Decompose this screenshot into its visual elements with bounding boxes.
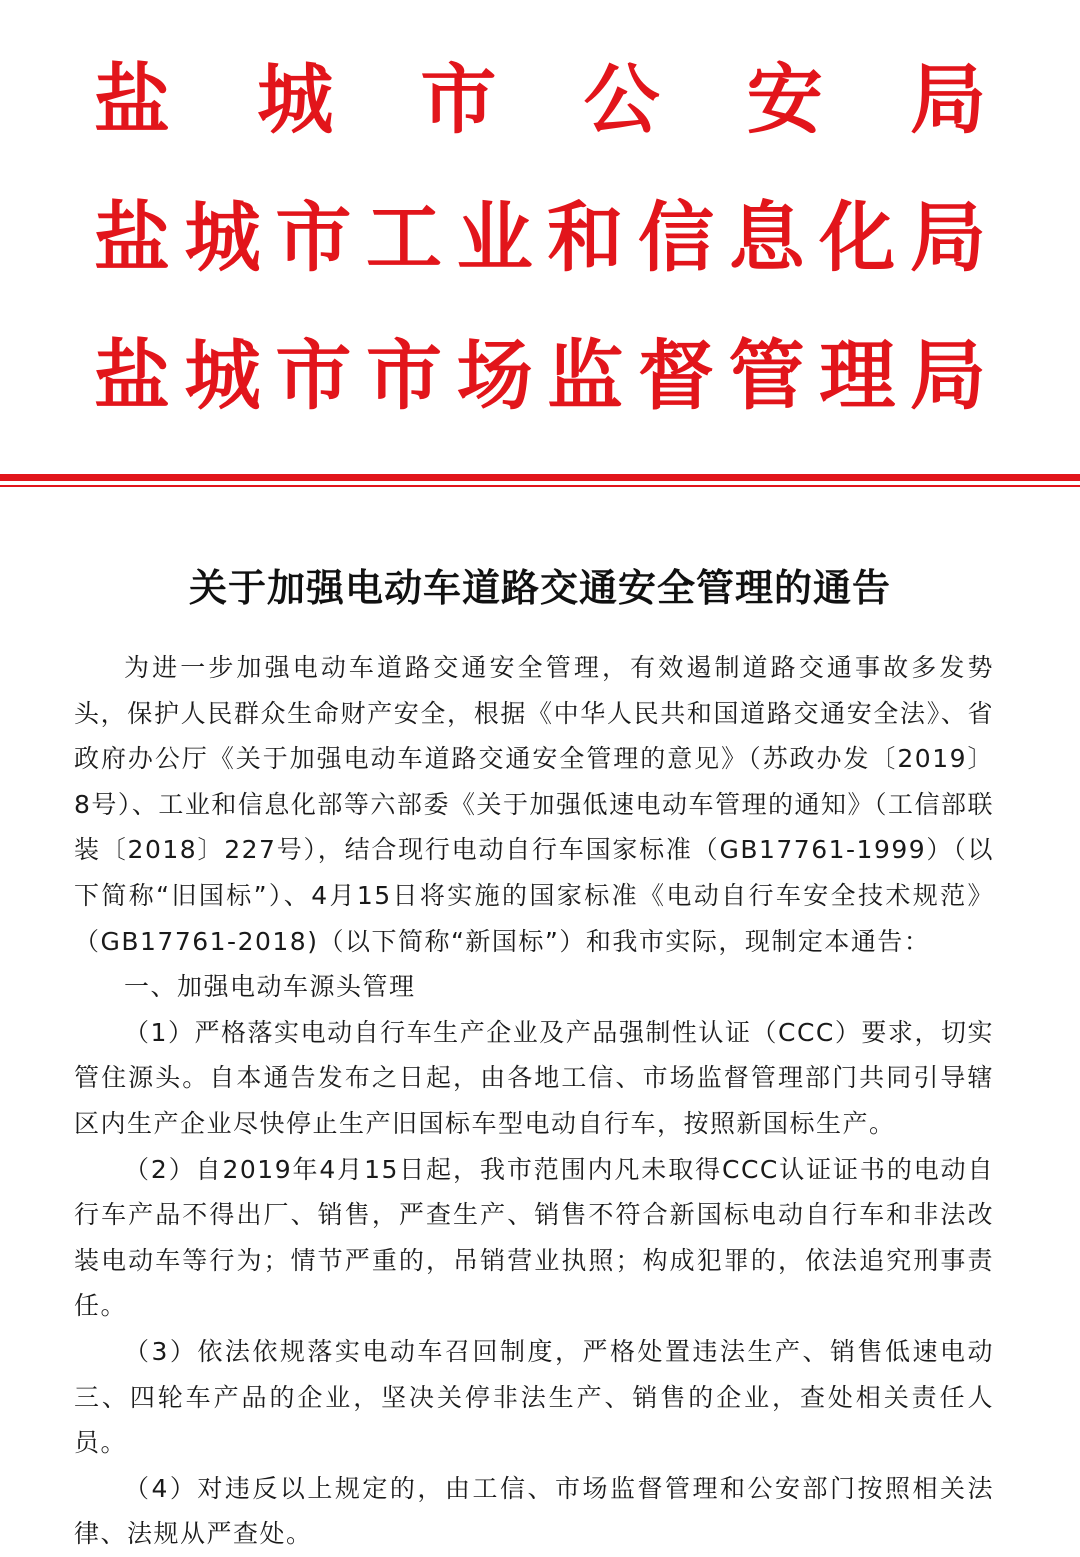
- paragraph-item-4: （4）对违反以上规定的，由工信、市场监督管理和公安部门按照相关法律、法规从严查处。: [74, 1473, 994, 1549]
- issuer-char: 市: [365, 331, 442, 420]
- issuer-char: 盐: [94, 331, 170, 420]
- document-body: [74, 645, 994, 1557]
- section-heading: 一、加强电动车源头管理: [124, 972, 416, 1002]
- paragraph-item-1: （1）严格落实电动自行车生产企业及产品强制性认证（CCC）要求，切实管住源头。自本通告发布之日起，由各地工信、市场监督管理部门共同引导辖区内生产企业尽快停止生产旧国标车型电动自行车，按照新国标生产。: [74, 1017, 994, 1138]
- document-title: 关于加强电动车道路交通安全管理的通告: [188, 565, 891, 610]
- issuer-char: 市: [275, 193, 352, 282]
- issuer-char: 安: [746, 55, 823, 144]
- issuer-char: 城: [257, 55, 334, 144]
- issuer-char: 市: [275, 331, 352, 420]
- issuer-char: 城: [184, 331, 261, 420]
- issuer-char: 盐: [94, 193, 170, 282]
- issuer-char: 信: [637, 193, 714, 282]
- issuer-market-supervision-bureau: [92, 326, 988, 426]
- issuer-char: 息: [728, 193, 805, 282]
- issuer-industry-it-bureau: [92, 188, 988, 288]
- issuer-char: 城: [184, 193, 261, 282]
- issuer-char: 工: [365, 193, 442, 282]
- issuer-char: 化: [819, 193, 896, 282]
- red-header-rule: [0, 474, 1080, 481]
- issuer-char: 和: [547, 193, 624, 282]
- issuer-char: 督: [637, 331, 714, 420]
- paragraph-preamble: 为进一步加强电动车道路交通安全管理，有效遏制道路交通事故多发势头，保护人民群众生命财产安全，根据《中华人民共和国道路交通安全法》、省政府办公厅《关于加强电动车道路交通安全管理的意见》（苏政办发〔2019〕8号）、工业和信息化部等六部委《关于加强低速电动车管理的通知》（工信部联装〔2018〕227号），结合现行电动自行车国家标准（GB17761-1999）（以下简称“旧国标”）、4月15日将实施的国家标准《电动自行车安全技术规范》（GB17761-2018)（以下简称“新国标”）和我市实际，现制定本通告：: [74, 653, 994, 956]
- issuer-char: 局: [909, 331, 986, 420]
- issuer-public-security-bureau: [92, 50, 988, 150]
- issuer-char: 局: [909, 55, 986, 144]
- issuer-char: 监: [547, 331, 624, 420]
- red-header-rule-thin: [0, 485, 1080, 487]
- issuer-char: 市: [420, 55, 497, 144]
- issuer-char: 盐: [94, 55, 170, 144]
- paragraph-item-2: （2）自2019年4月15日起，我市范围内凡未取得CCC认证证书的电动自行车产品不得出厂、销售，严查生产、销售不符合新国标电动自行车和非法改装电动车等行为；情节严重的，吊销营业执照；构成犯罪的，依法追究刑事责任。: [74, 1154, 994, 1321]
- issuer-char: 理: [819, 331, 896, 420]
- issuer-char: 业: [456, 193, 533, 282]
- issuer-char: 管: [728, 331, 805, 420]
- issuer-char: 局: [909, 193, 986, 282]
- issuer-char: 场: [456, 331, 533, 420]
- paragraph-item-3: （3）依法依规落实电动车召回制度，严格处置违法生产、销售低速电动三、四轮车产品的企业，坚决关停非法生产、销售的企业，查处相关责任人员。: [74, 1336, 994, 1458]
- issuer-char: 公: [583, 55, 660, 144]
